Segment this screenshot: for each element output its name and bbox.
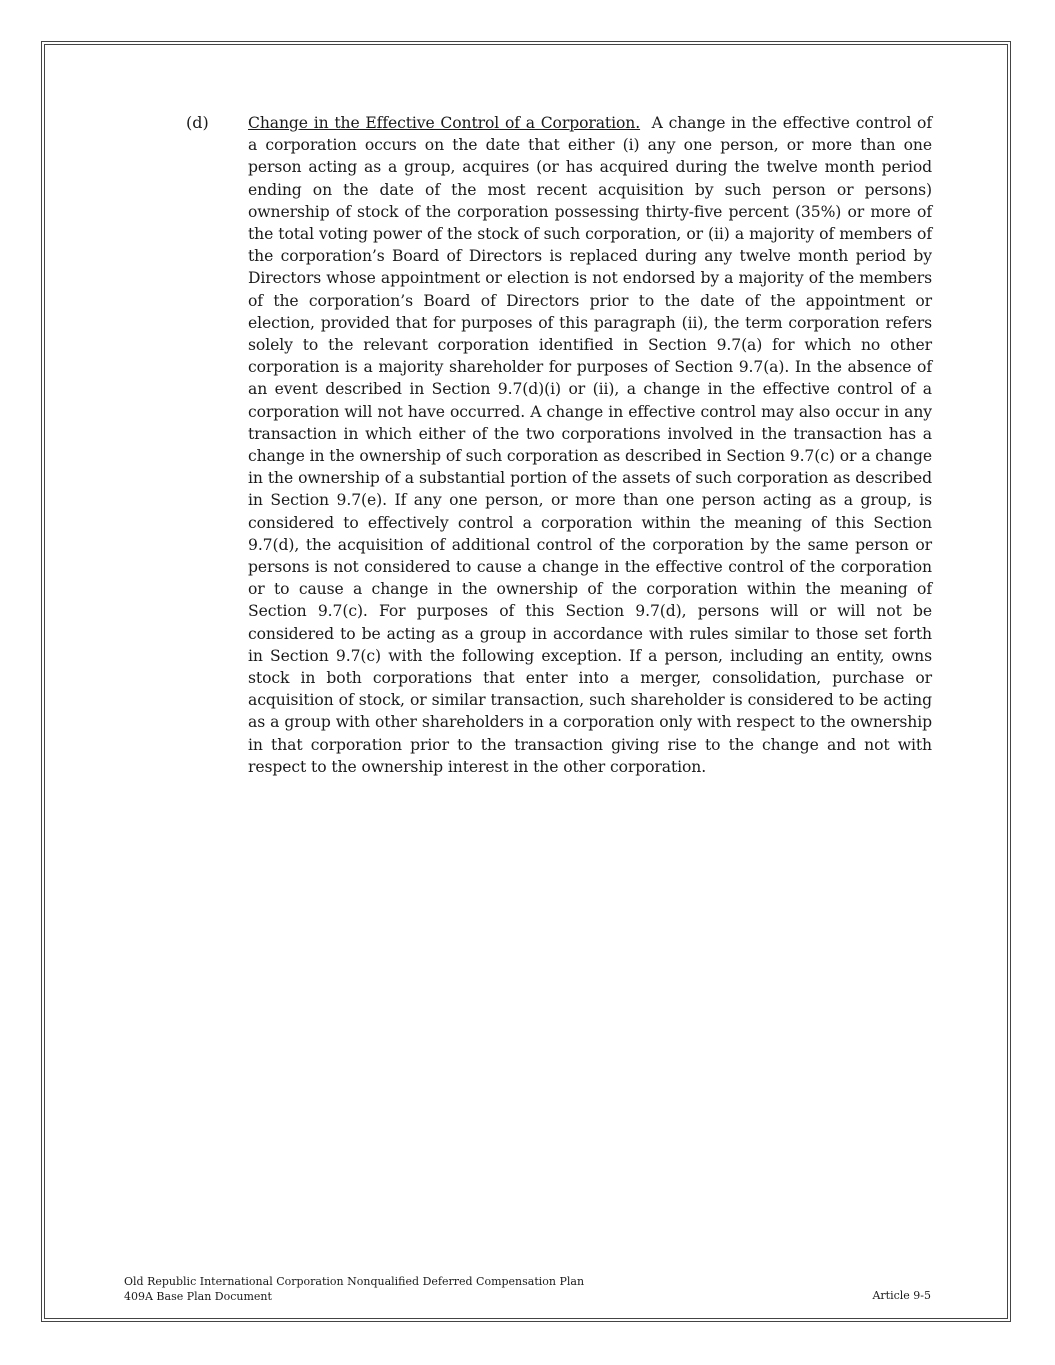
clause-label: (d) xyxy=(186,113,209,132)
footer-plan-name: Old Republic International Corporation Nonqualified Deferred Compensation Plan xyxy=(124,1275,585,1288)
footer-document-type: 409A Base Plan Document xyxy=(124,1289,272,1303)
footer-page-reference: Article 9-5 xyxy=(872,1289,931,1302)
clause-heading: Change in the Effective Control of a Corporation. xyxy=(248,114,641,132)
clause-body xyxy=(248,112,932,778)
clause-text: A change in the effective control of a corporation occurs on the date that either (i) any one person, or more than one person acting as a group, acquires (or has acquired during the twelve month period ending on the date of the most recent acquisition by such person or persons) ownership of stock of the corporation possessing thirty-five percent (35%) or more of the total voting power of the stock of such corporation, or (ii) a majority of members of the corporation’s Board of Directors is replaced during any twelve month period by Directors whose appointment or election is not endorsed by a majority of the members of the corporation’s Board of Directors prior to the date of the appointment or election, provided that for purposes of this paragraph (ii), the term corporation refers solely to the relevant corporation identified in Section 9.7(a) for which no other corporation is a majority shareholder for purposes of Section 9.7(a). In the absence of an event described in Section 9.7(d)(i) or (ii), a change in the effective control of a corporation will not have occurred. A change in effective control may also occur in any transaction in which either of the two corporations involved in the transaction has a change in the ownership of such corporation as described in Section 9.7(c) or a change in the ownership of a substantial portion of the assets of such corporation as described in Section 9.7(e). If any one person, or more than one person acting as a group, is considered to effectively control a corporation within the meaning of this Section 9.7(d), the acquisition of additional control of the corporation by the same person or persons is not considered to cause a change in the effective control of the corporation or to cause a change in the ownership of the corporation within the meaning of Section 9.7(c). For purposes of this Section 9.7(d), persons will or will not be considered to be acting as a group in accordance with rules similar to those set forth in Section 9.7(c) with the following exception. If a person, including an entity, owns stock in both corporations that enter into a merger, consolidation, purchase or acquisition of stock, or similar transaction, such shareholder is considered to be acting as a group with other shareholders in a corporation only with respect to the ownership in that corporation prior to the transaction giving rise to the change and not with respect to the ownership interest in the other corporation. xyxy=(248,114,932,776)
footer-document-info xyxy=(124,1275,584,1304)
